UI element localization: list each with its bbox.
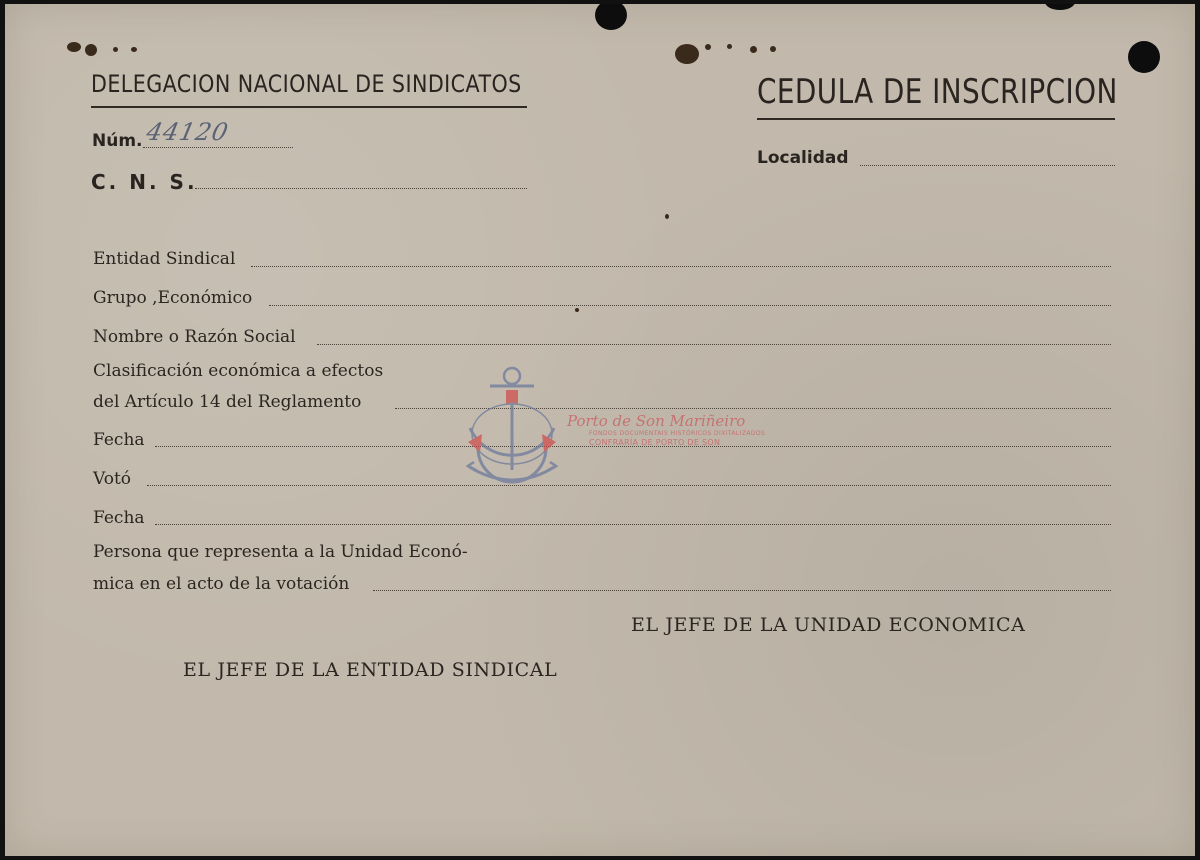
- fecha-1-label: Fecha: [93, 430, 145, 450]
- stain-speck: [665, 214, 669, 219]
- grupo-economico-label: Grupo ,Económico: [93, 288, 253, 308]
- archive-watermark: [567, 412, 765, 447]
- voto-line: [147, 485, 1111, 486]
- signature-jefe-entidad-sindical: EL JEFE DE LA ENTIDAD SINDICAL: [183, 659, 558, 681]
- grupo-economico-line: [269, 305, 1111, 306]
- watermark-subtitle-2: CONFRARÍA DE PORTO DE SON: [589, 438, 721, 447]
- persona-line: [373, 590, 1111, 591]
- anchor-stamp-icon: [460, 362, 565, 500]
- persona-label-line1: Persona que representa a la Unidad Econó-: [93, 542, 468, 562]
- clasificacion-label-line1: Clasificación económica a efectos: [93, 361, 384, 381]
- num-line: [143, 147, 293, 148]
- cns-line: [195, 188, 527, 189]
- signature-jefe-unidad-economica: EL JEFE DE LA UNIDAD ECONOMICA: [631, 614, 1026, 636]
- stain-speck: [575, 308, 579, 312]
- entidad-sindical-line: [251, 266, 1111, 267]
- watermark-subtitle: FONDOS DOCUMENTAIS HISTÓRICOS DIXITALIZADOS: [589, 430, 766, 437]
- persona-label-line2: mica en el acto de la votación: [93, 574, 350, 594]
- stain-speck: [750, 46, 757, 53]
- clasificacion-label-line2: del Artículo 14 del Reglamento: [93, 392, 362, 412]
- stain-speck: [131, 47, 137, 52]
- nombre-razon-social-label: Nombre o Razón Social: [93, 327, 296, 347]
- stain-speck: [675, 44, 699, 64]
- watermark-title: Porto de Son Mariñeiro: [567, 412, 746, 430]
- stain-speck: [705, 44, 711, 50]
- punch-hole: [1045, 4, 1075, 10]
- nombre-razon-social-line: [317, 344, 1111, 345]
- fecha-2-line: [155, 524, 1111, 525]
- cns-label: C. N. S.: [91, 170, 198, 194]
- stain-speck: [770, 46, 776, 52]
- punch-hole: [595, 4, 627, 30]
- document-title-underline: [757, 118, 1115, 120]
- stain-speck: [727, 44, 732, 49]
- fecha-2-label: Fecha: [93, 508, 145, 528]
- entidad-sindical-label: Entidad Sindical: [93, 249, 236, 269]
- num-label: Núm.: [92, 131, 143, 151]
- stain-speck: [113, 47, 118, 52]
- document-title: CEDULA DE INSCRIPCION: [757, 72, 1118, 112]
- organization-underline: [91, 106, 527, 108]
- localidad-label: Localidad: [757, 148, 849, 168]
- num-value: 44120: [144, 118, 232, 146]
- punch-hole: [1128, 41, 1160, 73]
- voto-label: Votó: [93, 469, 132, 489]
- document-page: [5, 4, 1195, 856]
- organization-heading: DELEGACION NACIONAL DE SINDICATOS: [91, 70, 522, 98]
- stain-speck: [85, 44, 97, 56]
- localidad-line: [860, 165, 1115, 166]
- stain-speck: [67, 42, 81, 52]
